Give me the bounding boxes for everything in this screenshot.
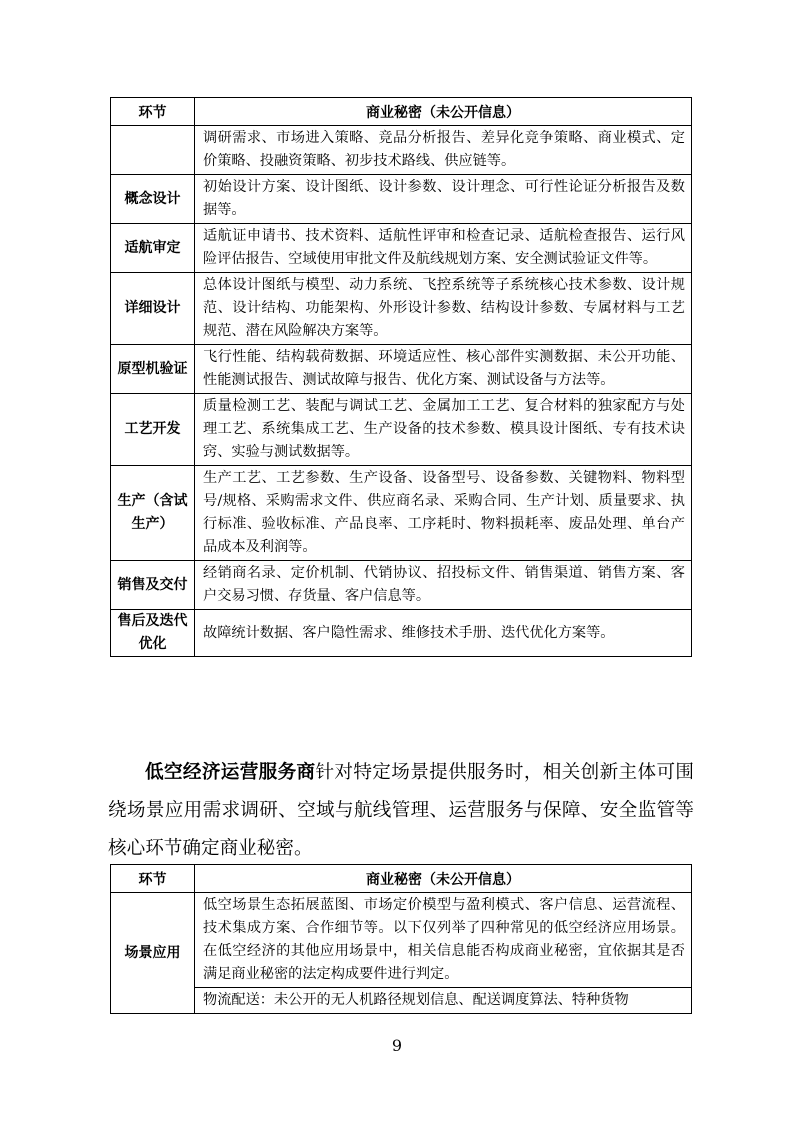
secret-cell: 总体设计图纸与模型、动力系统、飞控系统等子系统核心技术参数、设计规范、设计结构、功能架构、外形设计参数、结构设计参数、专属材料与工艺规范、潜在风险解决方案等。 <box>195 273 692 345</box>
table-row <box>111 988 692 1014</box>
stage-cell: 销售及交付 <box>111 561 195 610</box>
secret-cell: 物流配送：未公开的无人机路径规划信息、配送调度算法、特种货物 <box>195 988 692 1014</box>
secret-cell: 飞行性能、结构载荷数据、环境适应性、核心部件实测数据、未公开功能、性能测试报告、测试故障与报告、优化方案、测试设备与方法等。 <box>195 345 692 394</box>
table-row <box>111 610 692 657</box>
table-stage-secrets <box>110 97 692 657</box>
table-row <box>111 273 692 345</box>
stage-cell: 详细设计 <box>111 273 195 345</box>
body-paragraph <box>108 754 694 868</box>
secret-cell: 低空场景生态拓展蓝图、市场定价模型与盈利模式、客户信息、运营流程、技术集成方案、合作细节等。以下仅列举了四种常见的低空经济应用场景。在低空经济的其他应用场景中，相关信息能否构成商业秘密，宜依据其是否满足商业秘密的法定构成要件进行判定。 <box>195 893 692 988</box>
table-row <box>111 466 692 561</box>
stage-cell: 原型机验证 <box>111 345 195 394</box>
table-row <box>111 224 692 273</box>
paragraph-lead: 低空经济运营服务商 <box>145 762 316 783</box>
header-stage: 环节 <box>111 98 195 126</box>
secret-cell: 质量检测工艺、装配与调试工艺、金属加工工艺、复合材料的独家配方与处理工艺、系统集成工艺、生产设备的技术参数、模具设计图纸、专有技术诀窍、实验与测试数据等。 <box>195 394 692 466</box>
table-row <box>111 561 692 610</box>
table-operator-secrets <box>110 864 692 1014</box>
stage-cell: 工艺开发 <box>111 394 195 466</box>
stage-cell: 场景应用 <box>111 893 195 1014</box>
stage-cell <box>111 126 195 175</box>
stage-cell: 生产（含试生产） <box>111 466 195 561</box>
secret-cell: 经销商名录、定价机制、代销协议、招投标文件、销售渠道、销售方案、客户交易习惯、存货量、客户信息等。 <box>195 561 692 610</box>
table-row <box>111 394 692 466</box>
secret-cell: 调研需求、市场进入策略、竞品分析报告、差异化竞争策略、商业模式、定价策略、投融资策略、初步技术路线、供应链等。 <box>195 126 692 175</box>
table-header-row <box>111 865 692 893</box>
table-row <box>111 893 692 988</box>
table-row <box>111 126 692 175</box>
secret-cell: 适航证申请书、技术资料、适航性评审和检查记录、适航检查报告、运行风险评估报告、空域使用审批文件及航线规划方案、安全测试验证文件等。 <box>195 224 692 273</box>
table-row <box>111 175 692 224</box>
page-number: 9 <box>391 1036 403 1055</box>
secret-cell: 生产工艺、工艺参数、生产设备、设备型号、设备参数、关键物料、物料型号/规格、采购需求文件、供应商名录、采购合同、生产计划、质量要求、执行标准、验收标准、产品良率、工序耗时、物料损耗率、废品处理、单台产品成本及利润等。 <box>195 466 692 561</box>
secret-cell: 初始设计方案、设计图纸、设计参数、设计理念、可行性论证分析报告及数据等。 <box>195 175 692 224</box>
stage-cell: 售后及迭代优化 <box>111 610 195 657</box>
header-secret: 商业秘密（未公开信息） <box>195 98 692 126</box>
table-row <box>111 345 692 394</box>
stage-cell: 适航审定 <box>111 224 195 273</box>
stage-cell: 概念设计 <box>111 175 195 224</box>
header-secret: 商业秘密（未公开信息） <box>195 865 692 893</box>
table-header-row <box>111 98 692 126</box>
paragraph-text: 针对特定场景提供服务时，相关创新主体可围绕场景应用需求调研、空域与航线管理、运营服务与保障、安全监管等核心环节确定商业秘密。 <box>108 762 694 859</box>
header-stage: 环节 <box>111 865 195 893</box>
secret-cell: 故障统计数据、客户隐性需求、维修技术手册、迭代优化方案等。 <box>195 610 692 657</box>
